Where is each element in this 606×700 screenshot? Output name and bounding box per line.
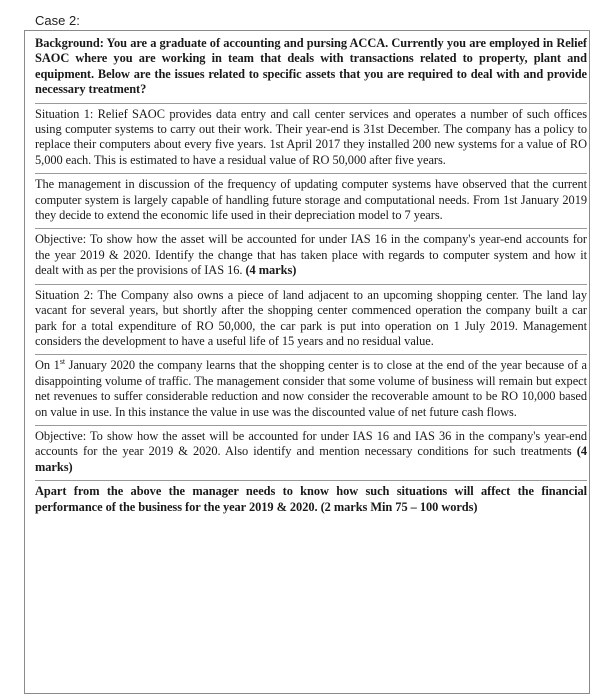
management-paragraph: The management in discussion of the frequency of updating computer systems have observed that the current computer system is largely capable of handling future storage and computational needs. From 1st January 2019 they decide to extend the economic life used in their depreciation model to 7 years.: [35, 173, 587, 223]
objective-1-paragraph: [35, 228, 587, 278]
background-paragraph: Background: You are a graduate of accounting and pursing ACCA. Currently you are employed in Relief SAOC where you are working in team that deals with transactions related to property, plant and equipment. Below are the issues related to specific assets that you are required to deal with and provide necessary treatment?: [35, 36, 587, 97]
objective-1-text: : To show how the asset will be accounted for under IAS 16 in the company's year-end accounts for the year 2019 & 2020. Identify the change that has taken place with regards to computer system and how it dealt with as per the provisions of IAS 16.: [35, 232, 587, 278]
jan-prefix: On 1: [35, 358, 60, 373]
objective-2-label: Objective: [35, 428, 83, 443]
closing-paragraph: Apart from the above the manager needs to know how such situations will affect the financial performance of the business for the year 2019 & 2020. (2 marks Min 75 – 100 words): [35, 480, 587, 515]
case-content: [35, 36, 587, 520]
case-heading: Case 2:: [35, 13, 80, 28]
objective-2-marks: (4 marks): [35, 444, 587, 474]
objective-2-paragraph: [35, 425, 587, 475]
situation-1-paragraph: [35, 103, 587, 169]
situation-1-label: Situation 1: [35, 106, 90, 121]
situation-2-text: : The Company also owns a piece of land adjacent to an upcoming shopping center. The land lay vacant for several years, but shortly after the shopping center commenced operation the company built a car park for a total expenditure of RO 50,000, the car park is put into operation on 1 July 2019. Management considers the development to have a useful life of 15 years and no residual value.: [35, 287, 587, 348]
shopping-center-paragraph: [35, 354, 587, 420]
situation-1-text: : Relief SAOC provides data entry and call center services and operates a number of such offices using computer systems to carry out their work. Their year-end is 31st December. The company has a policy to replace their computers about every five years. 1st April 2017 they installed 200 new systems for a value of RO 5,000 each. This is estimated to have a residual value of RO 50,000 after five years.: [35, 106, 587, 167]
objective-2-text: : To show how the asset will be accounted for under IAS 16 and IAS 36 in the company's year-end accounts for the year 2019 & 2020. Also identify and mention necessary conditions for such treatments: [35, 428, 587, 459]
jan-superscript: st: [59, 357, 66, 367]
objective-1-marks: (4 marks): [245, 263, 297, 278]
situation-2-paragraph: [35, 284, 587, 350]
objective-1-label: Objective: [35, 232, 83, 247]
situation-2-label: Situation 2: [35, 287, 90, 302]
jan-text: January 2020 the company learns that the shopping center is to close at the end of the year because of a disappointing volume of traffic. The management consider that some volume of business will remain but expect net revenues to suffer considerable reduction and now consider the recoverable amount to be RO 10,000 based on value in use. In this instance the value in use was the discounted value of net future cash flows.: [35, 358, 587, 419]
